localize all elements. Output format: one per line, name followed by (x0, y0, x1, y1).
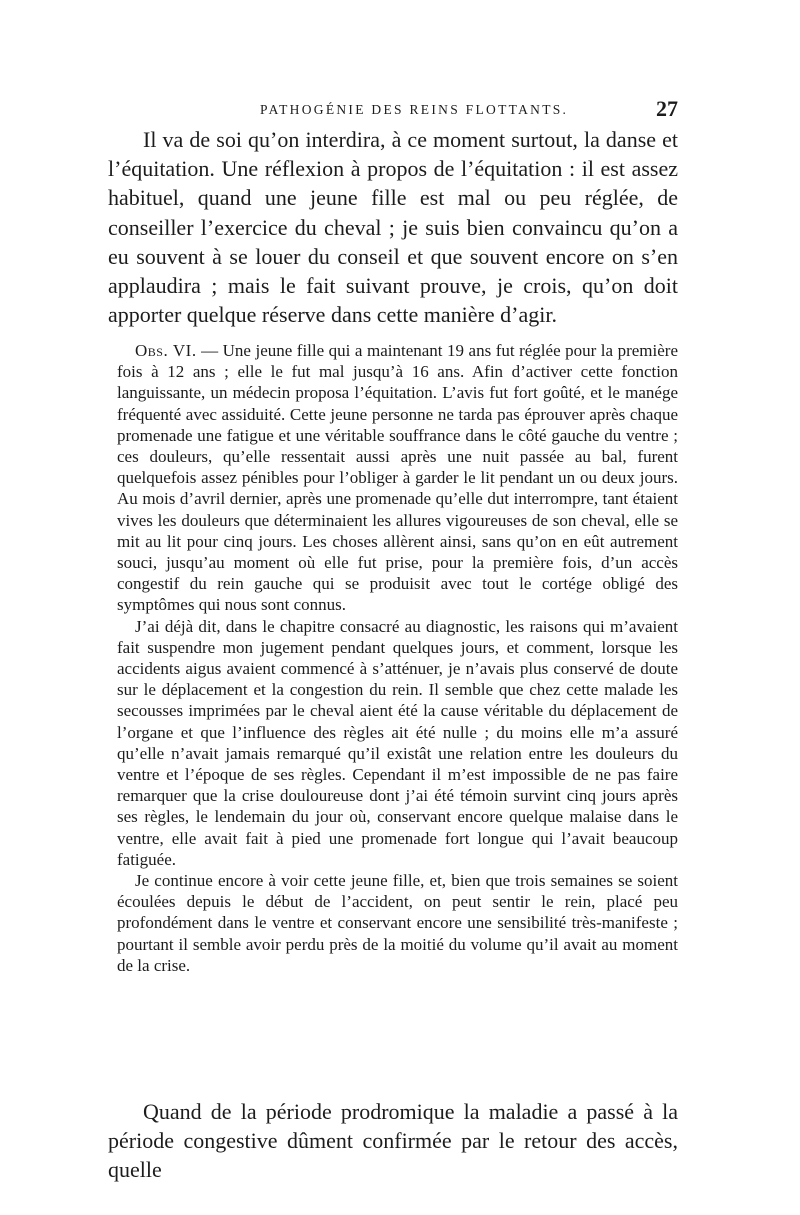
observation-paragraph-1 (117, 340, 678, 616)
closing-paragraph: Quand de la période prodromique la maladie a passé à la période congestive dûment confirmée par le retour des accès, quelle (108, 1099, 678, 1183)
observation-paragraph-3: Je continue encore à voir cette jeune fille, et, bien que trois semaines se soient écoulées depuis le début de l’accident, on peut sentir le rein, placé peu profondément dans le ventre et conservant encore une sensibilité très-manifeste ; pourtant il semble avoir perdu près de la moitié du volume qu’il avait au moment de la crise. (117, 871, 678, 975)
observation-block (117, 340, 678, 976)
intro-paragraph: Il va de soi qu’on interdira, à ce moment surtout, la danse et l’équitation. Une réflexion à propos de l’équitation : il est assez habituel, quand une jeune fille est mal ou peu réglée, de conseiller l’exercice du cheval ; je suis bien convaincu qu’on a eu souvent à se louer du conseil et que souvent encore on s’en applaudira ; mais le fait suivant prouve, je crois, qu’on doit apporter quelque réserve dans cette manière d’agir. (108, 127, 678, 328)
observation-paragraph-2: J’ai déjà dit, dans le chapitre consacré au diagnostic, les raisons qui m’avaient fait suspendre mon jugement pendant quelques jours, et comment, lorsque les accidents aigus avaient commencé à s’atténuer, je n’avais plus conservé de doute sur le déplacement et la congestion du rein. Il semble que chez cette malade les secousses imprimées par le cheval aient été la cause véritable du déplacement de l’organe et que l’influence des règles ait été nulle ; du moins elle m’a assuré qu’elle n’avait jamais remarqué qu’il existât une relation entre les douleurs du ventre et l’époque de ses règles. Cependant il m’est impossible de ne pas faire remarquer que la crise douloureuse dont j’ai été témoin survint cinq jours après ses règles, le lendemain du jour où, conservant encore quelque malaise dans le ventre, elle avait fait à pied une promenade fort longue qui l’avait beaucoup fatiguée. (117, 616, 678, 869)
observation-label: Obs. VI. (135, 341, 197, 360)
running-title: PATHOGÉNIE DES REINS FLOTTANTS. (260, 102, 569, 117)
observation-text: — Une jeune fille qui a maintenant 19 ans fut réglée pour la première fois à 12 ans ; elle le fut mal jusqu’à 16 ans. Afin d’activer cette fonction languissante, un médecin proposa l’équitation. L’avis fut fort goûté, et le manége fréquenté avec assiduité. Cette jeune personne ne tarda pas éprouver après chaque promenade une fatigue et une véritable souffrance dans le côté gauche du ventre ; ces douleurs, qu’elle ressentait aussi après une nuit passée au bal, furent quelquefois assez pénibles pour l’obliger à garder le lit pendant un ou deux jours. Au mois d’avril dernier, après une promenade qu’elle dut interrompre, tant étaient vives les douleurs que déterminaient les allures vigoureuses de son cheval, elle se mit au lit pour cinq jours. Les choses allèrent ainsi, sans qu’on en eût autrement souci, jusqu’au moment où elle fut prise, pour la première fois, d’un accès congestif du rein gauche qui se produisit avec tout le cortége obligé des symptômes qui nous sont connus. (117, 341, 678, 615)
page-header (108, 96, 678, 124)
page-number: 27 (656, 96, 678, 121)
